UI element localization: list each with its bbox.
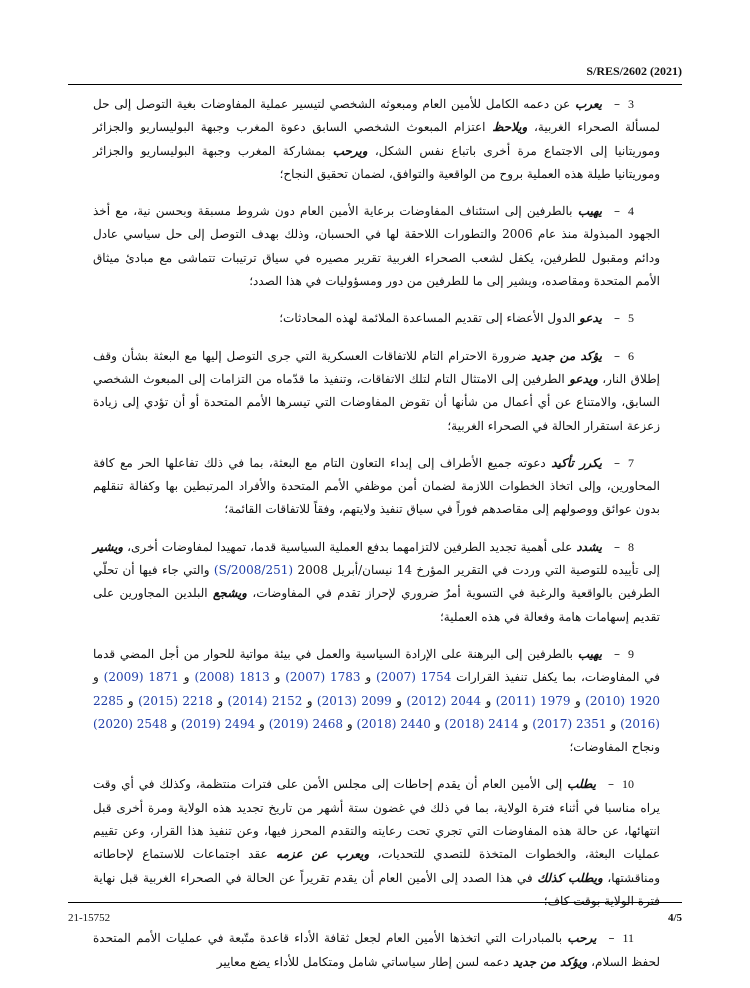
- resolution-link[interactable]: 1813 (2008): [194, 670, 270, 685]
- page-number: 4/5: [667, 912, 682, 924]
- paragraph-text: و: [212, 693, 228, 708]
- paragraph-text: ونجاح المفاوضات؛: [569, 740, 660, 755]
- paragraph-text: و: [391, 693, 407, 708]
- operative-paragraph: [93, 200, 660, 293]
- operative-paragraph: [93, 927, 660, 974]
- paragraph-dash: –: [614, 204, 620, 219]
- operative-paragraph: [93, 643, 660, 759]
- paragraph-dash: –: [614, 311, 620, 326]
- resolution-link[interactable]: 2548 (2020): [93, 716, 168, 731]
- resolution-link[interactable]: 1979 (2011): [495, 693, 571, 708]
- paragraph-text: و: [93, 670, 104, 685]
- operative-paragraph: [93, 536, 660, 629]
- resolution-link[interactable]: 2440 (2018): [356, 716, 431, 731]
- paragraph-number: 6: [628, 348, 634, 363]
- paragraph-number: 8: [628, 539, 635, 554]
- operative-verb: ويطلب كذلك: [537, 870, 603, 885]
- paragraph-text: و: [481, 693, 496, 708]
- operative-verb: يدعو: [579, 311, 602, 326]
- paragraph-number: 11: [622, 931, 634, 946]
- resolution-link[interactable]: 1920 (2010): [585, 693, 660, 708]
- paragraph-text: بالمبادرات التي اتخذها الأمين العام لجعل ثقافة الأداء قاعدة متّبعة في عمليات الأمم المتحدة لحفظ السلام،: [93, 931, 660, 969]
- paragraph-text: بالطرفين إلى استئناف المفاوضات برعاية الأمين العام دون شروط مسبقة وبحسن نية، مع أخذ الجهود المبذولة منذ عام 2006 والتطورات اللاحقة لها في الحسبان، وذلك بهدف التوصل إلى حل سياسي عادل ودائم ومقبول للطرفين، يكفل لشعب الصحراء الغربية تقرير مصيره في سياق ترتيبات تتماشى مع مبادئ ميثاق الأمم المتحدة ومقاصده، ويشير إلى ما للطرفين من دور ومسؤوليات في هذا الصدد؛: [93, 204, 660, 289]
- operative-paragraph: [93, 93, 660, 186]
- paragraph-dash: –: [614, 646, 620, 661]
- paragraph-text: اعتزام المبعوث الشخصي السابق دعوة المغرب وجبهة البوليساريو والجزائر وموريتانيا إلى الاجتماع مرة أخرى باتباع نفس الشكل،: [93, 120, 660, 158]
- paragraph-text: الدول الأعضاء إلى تقديم المساعدة الملائمة لهذه المحادثات؛: [279, 311, 579, 326]
- paragraph-text: و: [302, 693, 317, 708]
- paragraph-text: ضرورة الاحترام التام للاتفاقات العسكرية التي جرى التوصل إليها مع البعثة بشأن وقف إطلاق النار،: [93, 348, 661, 386]
- operative-verb: ويشير: [93, 539, 124, 554]
- paragraph-number: 7: [628, 455, 634, 470]
- paragraph-text: في هذا الصدد إلى الأمين العام أن يقدم تقريراً عن الحالة في الصحراء الغربية قبل نهاية فترة الولاية بوقت كاف؛: [93, 870, 660, 908]
- paragraph-dash: –: [608, 931, 615, 946]
- operative-verb: يهيب: [577, 646, 602, 661]
- resolution-link[interactable]: 2099 (2013): [316, 693, 392, 708]
- operative-verb: يهيب: [577, 204, 602, 219]
- paragraph-text: و: [255, 716, 269, 731]
- operative-verb: يؤكد من جديد: [531, 348, 602, 363]
- paragraph-text: والتي جاء فيها أن تحلّي الطرفين بالواقعية والرغبة في التسوية أمرٌ ضروري لإحراز تقدم في المفاوضات،: [93, 563, 660, 601]
- operative-verb: ويرحب: [332, 143, 368, 158]
- operative-paragraph: [93, 345, 660, 438]
- operative-verb: يطلب: [567, 777, 596, 792]
- document-body: [93, 93, 660, 988]
- paragraph-dash: –: [614, 455, 620, 470]
- operative-verb: يشدد: [576, 539, 603, 554]
- resolution-link[interactable]: 2468 (2019): [268, 716, 344, 731]
- operative-paragraph: [93, 452, 660, 522]
- header-divider: [68, 84, 682, 85]
- paragraph-text: إلى الأمين العام أن يقدم إحاطات إلى مجلس الأمن على فترات منتظمة، وكذلك في أي وقت يراه مناسبا في أثناء فترة الولاية، بما في ذلك في غضون ستة أشهر من تاريخ تجديد هذه الولاية ومرة أخرى قبل انتهائها، عن حالة هذه المفاوضات التي تجري تحت رعايته والتقدم المحرز فيها، وعن تنفيذ هذا القرار، وعن تقييم عمليات البعثة، والخطوات المتخذة للتصدي للتحديات،: [93, 777, 661, 862]
- paragraph-dash: –: [614, 97, 620, 111]
- paragraph-number: 9: [628, 646, 634, 661]
- operative-verb: يرحب: [567, 931, 597, 946]
- paragraph-text: و: [343, 716, 357, 731]
- resolution-link[interactable]: 2285 (2016): [93, 693, 660, 731]
- paragraph-text: و: [178, 670, 195, 685]
- resolution-link[interactable]: 2414 (2018): [444, 716, 519, 731]
- paragraph-dash: –: [608, 777, 614, 792]
- operative-paragraph: [93, 773, 660, 913]
- paragraph-text: بمشاركة المغرب وجبهة البوليساريو والجزائر وموريتانيا طيلة هذه العملية بروح من الواقعية والتوافق، لضمان تحقيق النجاح؛: [93, 143, 660, 181]
- paragraph-text: و: [430, 716, 445, 731]
- resolution-link[interactable]: 2494 (2019): [180, 716, 256, 731]
- paragraph-text: و: [269, 670, 286, 685]
- document-code: S/RES/2602 (2021): [586, 64, 682, 78]
- paragraph-text: بالطرفين إلى البرهنة على الإرادة السياسية والعمل في بيئة مواتية للحوار من أجل المضي قدما في المفاوضات، بما يكفل تنفيذ القرارات: [93, 646, 661, 685]
- paragraph-text: عقد اجتماعات للاستماع لإحاطاته ومناقشتها،: [93, 847, 660, 885]
- document-number: 21-15752: [68, 912, 111, 924]
- operative-verb: ويشجع: [212, 586, 247, 601]
- paragraph-text: و: [570, 693, 586, 708]
- resolution-link[interactable]: 1754 (2007): [376, 670, 452, 685]
- paragraph-number: 5: [628, 311, 634, 326]
- resolution-link[interactable]: 2152 (2014): [227, 693, 303, 708]
- paragraph-text: إلى تأييده للتوصية التي وردت في التقرير المؤرخ 14 نيسان/أبريل 2008: [293, 563, 660, 578]
- paragraph-text: و: [606, 716, 621, 731]
- paragraph-number: 3: [628, 97, 634, 111]
- resolution-link[interactable]: 2351 (2017): [532, 716, 607, 731]
- paragraph-text: و: [123, 693, 139, 708]
- paragraph-number: 10: [622, 777, 634, 792]
- paragraph-text: و: [518, 716, 533, 731]
- operative-verb: ويدعو: [569, 371, 598, 386]
- paragraph-text: عن دعمه الكامل للأمين العام ومبعوثه الشخصي لتيسير عملية المفاوضات بغية التوصل إلى حل لمسألة الصحراء الغربية،: [93, 97, 660, 135]
- paragraph-text: و: [167, 716, 181, 731]
- paragraph-dash: –: [614, 539, 621, 554]
- operative-verb: ويلاحظ: [492, 120, 528, 135]
- paragraph-dash: –: [614, 348, 620, 363]
- operative-verb: يعرب: [574, 97, 602, 111]
- operative-verb: ويؤكد من جديد: [512, 954, 588, 969]
- resolution-link[interactable]: 2218 (2015): [138, 693, 213, 708]
- operative-verb: يكرر تأكيد: [551, 455, 602, 470]
- operative-verb: ويعرب عن عزمه: [276, 847, 370, 862]
- paragraph-text: البلدين المجاورين على تقديم إسهامات هامة وفعالة في هذه العملية؛: [93, 586, 660, 624]
- resolution-link[interactable]: 1871 (2009): [103, 670, 179, 685]
- paragraph-text: الطرفين إلى الامتثال التام لتلك الاتفاقات، وتنفيذ ما قدّماه من التزامات إلى المبعوث الشخصي السابق، والامتناع عن أي أعمال من شأنها أن تقوض المفاوضات التي تيسرها الأمم المتحدة أو أن تؤدي إلى زيادة زعزعة استقرار الحالة في الصحراء الغربية؛: [93, 371, 660, 433]
- paragraph-text: على أهمية تجديد الطرفين لالتزامهما بدفع العملية السياسية قدما، تمهيدا لمفاوضات أخرى،: [123, 539, 577, 554]
- operative-paragraph: [93, 307, 660, 330]
- paragraph-number: 4: [628, 204, 634, 219]
- resolution-link[interactable]: 1783 (2007): [285, 670, 361, 685]
- paragraph-text: دعمه لسن إطار سياساتي شامل ومتكامل للأداء يضع معايير: [216, 954, 513, 969]
- footer-divider: [68, 902, 682, 903]
- resolution-link[interactable]: (S/2008/251): [213, 563, 294, 578]
- resolution-link[interactable]: 2044 (2012): [406, 693, 482, 708]
- paragraph-text: دعوته جميع الأطراف إلى إبداء التعاون التام مع البعثة، بما في ذلك تفاعلها الحر مع كافة المحاورين، وإلى اتخاذ الخطوات اللازمة لضمان أمن موظفي الأمم المتحدة والأفراد المرتبطين بها وكفالة تنقلهم بدون عوائق ووصولهم إلى مقاصدهم فوراً في سياق تنفيذ ولايتهم، وفقاً للاتفاقات القائمة؛: [93, 455, 660, 517]
- paragraph-text: و: [360, 670, 377, 685]
